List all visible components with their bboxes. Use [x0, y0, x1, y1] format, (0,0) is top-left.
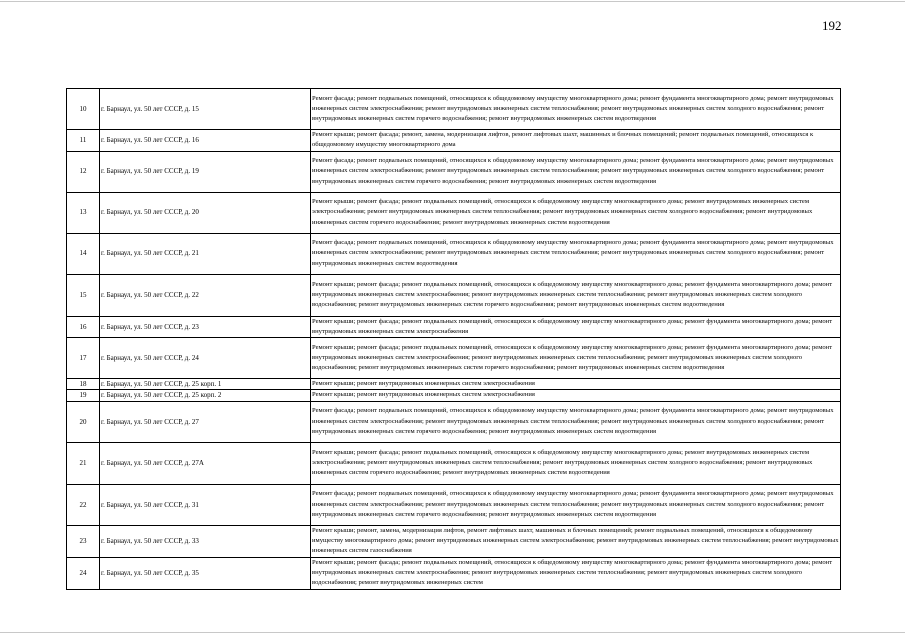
- row-number: 22: [67, 484, 100, 525]
- row-address: г. Барнаул, ул. 50 лет СССР, д. 27А: [100, 442, 311, 484]
- row-address: г. Барнаул, ул. 50 лет СССР, д. 33: [100, 525, 311, 557]
- row-address: г. Барнаул, ул. 50 лет СССР, д. 19: [100, 151, 311, 192]
- row-number: 10: [67, 89, 100, 130]
- row-number: 16: [67, 316, 100, 338]
- table-row: [67, 401, 841, 442]
- row-works: Ремонт фасада; ремонт подвальных помещений, относящихся к общедомовому имуществу многоквартирного дома; ремонт фундамента многоквартирного дома; ремонт внутридомовых инженерных систем электроснабжения; ремонт внутридомовых инженерных систем теплоснабжения; ремонт внутридомовых инженерных систем холодного водоснабжения; ремонт внутридомовых инженерных систем водоотведения: [311, 233, 841, 274]
- row-works: Ремонт крыши; ремонт фасада; ремонт подвальных помещений, относящихся к общедомовому имуществу многоквартирного дома; ремонт внутридомовых инженерных систем электроснабжения; ремонт внутридомовых инженерных систем теплоснабжения; ремонт внутридомовых инженерных систем холодного водоснабжения; ремонт внутридомовых инженерных систем горячего водоснабжения; ремонт внутридомовых инженерных систем водоотведения: [311, 192, 841, 233]
- row-address: г. Барнаул, ул. 50 лет СССР, д. 25 корп. 2: [100, 390, 311, 401]
- row-number: 24: [67, 557, 100, 589]
- row-number: 20: [67, 401, 100, 442]
- table-row: [67, 557, 841, 589]
- row-number: 13: [67, 192, 100, 233]
- row-number: 18: [67, 379, 100, 390]
- row-number: 19: [67, 390, 100, 401]
- row-address: г. Барнаул, ул. 50 лет СССР, д. 15: [100, 89, 311, 130]
- row-number: 14: [67, 233, 100, 274]
- table-row: [67, 151, 841, 192]
- row-works: Ремонт фасада; ремонт подвальных помещений, относящихся к общедомовому имуществу многоквартирного дома; ремонт фундамента многоквартирного дома; ремонт внутридомовых инженерных систем электроснабжения; ремонт внутридомовых инженерных систем теплоснабжения; ремонт внутридомовых инженерных систем холодного водоснабжения; ремонт внутридомовых инженерных систем горячего водоснабжения; ремонт внутридомовых инженерных систем водоотведения: [311, 484, 841, 525]
- row-number: 23: [67, 525, 100, 557]
- row-number: 15: [67, 274, 100, 316]
- row-address: г. Барнаул, ул. 50 лет СССР, д. 35: [100, 557, 311, 589]
- row-works: Ремонт крыши; ремонт фасада; ремонт подвальных помещений, относящихся к общедомовому имуществу многоквартирного дома; ремонт фундамента многоквартирного дома; ремонт внутридомовых инженерных систем электроснабжения; ремонт внутридомовых инженерных систем теплоснабжения; ремонт внутридомовых инженерных систем холодного водоснабжения; ремонт внутридомовых инженерных систем: [311, 557, 841, 589]
- repair-works-table: [66, 88, 841, 590]
- row-number: 21: [67, 442, 100, 484]
- row-works: Ремонт крыши; ремонт внутридомовых инженерных систем электроснабжения: [311, 390, 841, 401]
- table-body: [67, 89, 841, 590]
- row-works: Ремонт крыши; ремонт внутридомовых инженерных систем электроснабжения: [311, 379, 841, 390]
- row-works: Ремонт крыши; ремонт фасада; ремонт, замена, модернизация лифтов, ремонт лифтовых шахт, машинных и блочных помещений; ремонт подвальных помещений, относящихся к общедомовому имуществу многоквартирного дома: [311, 130, 841, 152]
- table-row: [67, 525, 841, 557]
- table-row: [67, 379, 841, 390]
- table-row: [67, 390, 841, 401]
- row-address: г. Барнаул, ул. 50 лет СССР, д. 23: [100, 316, 311, 338]
- row-address: г. Барнаул, ул. 50 лет СССР, д. 31: [100, 484, 311, 525]
- scan-top-edge: [0, 1, 905, 2]
- row-works: Ремонт крыши; ремонт фасада; ремонт подвальных помещений, относящихся к общедомовому имуществу многоквартирного дома; ремонт фундамента многоквартирного дома; ремонт внутридомовых инженерных систем электроснабжения: [311, 316, 841, 338]
- row-address: г. Барнаул, ул. 50 лет СССР, д. 20: [100, 192, 311, 233]
- row-address: г. Барнаул, ул. 50 лет СССР, д. 27: [100, 401, 311, 442]
- row-address: г. Барнаул, ул. 50 лет СССР, д. 22: [100, 274, 311, 316]
- scan-bottom-edge: [0, 632, 905, 633]
- table-row: [67, 274, 841, 316]
- row-number: 11: [67, 130, 100, 152]
- row-address: г. Барнаул, ул. 50 лет СССР, д. 24: [100, 338, 311, 379]
- table-row: [67, 316, 841, 338]
- table-row: [67, 484, 841, 525]
- table-row: [67, 130, 841, 152]
- table-row: [67, 89, 841, 130]
- row-works: Ремонт крыши; ремонт, замена, модернизация лифтов, ремонт лифтовых шахт, машинных и блочных помещений; ремонт подвальных помещений, относящихся к общедомовому имуществу многоквартирного дома; ремонт внутридомовых инженерных систем электроснабжения; ремонт внутридомовых инженерных систем теплоснабжения; ремонт внутридомовых инженерных систем газоснабжения: [311, 525, 841, 557]
- table-row: [67, 338, 841, 379]
- table-row: [67, 442, 841, 484]
- row-works: Ремонт крыши; ремонт фасада; ремонт подвальных помещений, относящихся к общедомовому имуществу многоквартирного дома; ремонт внутридомовых инженерных систем электроснабжения; ремонт внутридомовых инженерных систем теплоснабжения; ремонт внутридомовых инженерных систем холодного водоснабжения; ремонт внутридомовых инженерных систем горячего водоснабжения; ремонт внутридомовых инженерных систем водоотведения: [311, 442, 841, 484]
- row-works: Ремонт фасада; ремонт подвальных помещений, относящихся к общедомовому имуществу многоквартирного дома; ремонт фундамента многоквартирного дома; ремонт внутридомовых инженерных систем электроснабжения; ремонт внутридомовых инженерных систем теплоснабжения; ремонт внутридомовых инженерных систем холодного водоснабжения; ремонт внутридомовых инженерных систем горячего водоснабжения; ремонт внутридомовых инженерных систем водоотведения: [311, 89, 841, 130]
- row-works: Ремонт фасада; ремонт подвальных помещений, относящихся к общедомовому имуществу многоквартирного дома; ремонт фундамента многоквартирного дома; ремонт внутридомовых инженерных систем электроснабжения; ремонт внутридомовых инженерных систем теплоснабжения; ремонт внутридомовых инженерных систем холодного водоснабжения; ремонт внутридомовых инженерных систем горячего водоснабжения; ремонт внутридомовых инженерных систем водоотведения: [311, 151, 841, 192]
- row-works: Ремонт крыши; ремонт фасада; ремонт подвальных помещений, относящихся к общедомовому имуществу многоквартирного дома; ремонт фундамента многоквартирного дома; ремонт внутридомовых инженерных систем электроснабжения; ремонт внутридомовых инженерных систем теплоснабжения; ремонт внутридомовых инженерных систем холодного водоснабжения; ремонт внутридомовых инженерных систем горячего водоснабжения; ремонт внутридомовых инженерных систем водоотведения: [311, 338, 841, 379]
- table-row: [67, 233, 841, 274]
- row-address: г. Барнаул, ул. 50 лет СССР, д. 16: [100, 130, 311, 152]
- row-number: 12: [67, 151, 100, 192]
- page-number: 192: [822, 18, 842, 33]
- row-address: г. Барнаул, ул. 50 лет СССР, д. 25 корп. 1: [100, 379, 311, 390]
- table-row: [67, 192, 841, 233]
- row-number: 17: [67, 338, 100, 379]
- row-address: г. Барнаул, ул. 50 лет СССР, д. 21: [100, 233, 311, 274]
- row-works: Ремонт крыши; ремонт фасада; ремонт подвальных помещений, относящихся к общедомовому имуществу многоквартирного дома; ремонт фундамента многоквартирного дома; ремонт внутридомовых инженерных систем электроснабжения; ремонт внутридомовых инженерных систем теплоснабжения; ремонт внутридомовых инженерных систем холодного водоснабжения; ремонт внутридомовых инженерных систем горячего водоснабжения; ремонт внутридомовых инженерных систем водоотведения: [311, 274, 841, 316]
- row-works: Ремонт фасада; ремонт подвальных помещений, относящихся к общедомовому имуществу многоквартирного дома; ремонт фундамента многоквартирного дома; ремонт внутридомовых инженерных систем электроснабжения; ремонт внутридомовых инженерных систем теплоснабжения; ремонт внутридомовых инженерных систем холодного водоснабжения; ремонт внутридомовых инженерных систем горячего водоснабжения; ремонт внутридомовых инженерных систем водоотведения: [311, 401, 841, 442]
